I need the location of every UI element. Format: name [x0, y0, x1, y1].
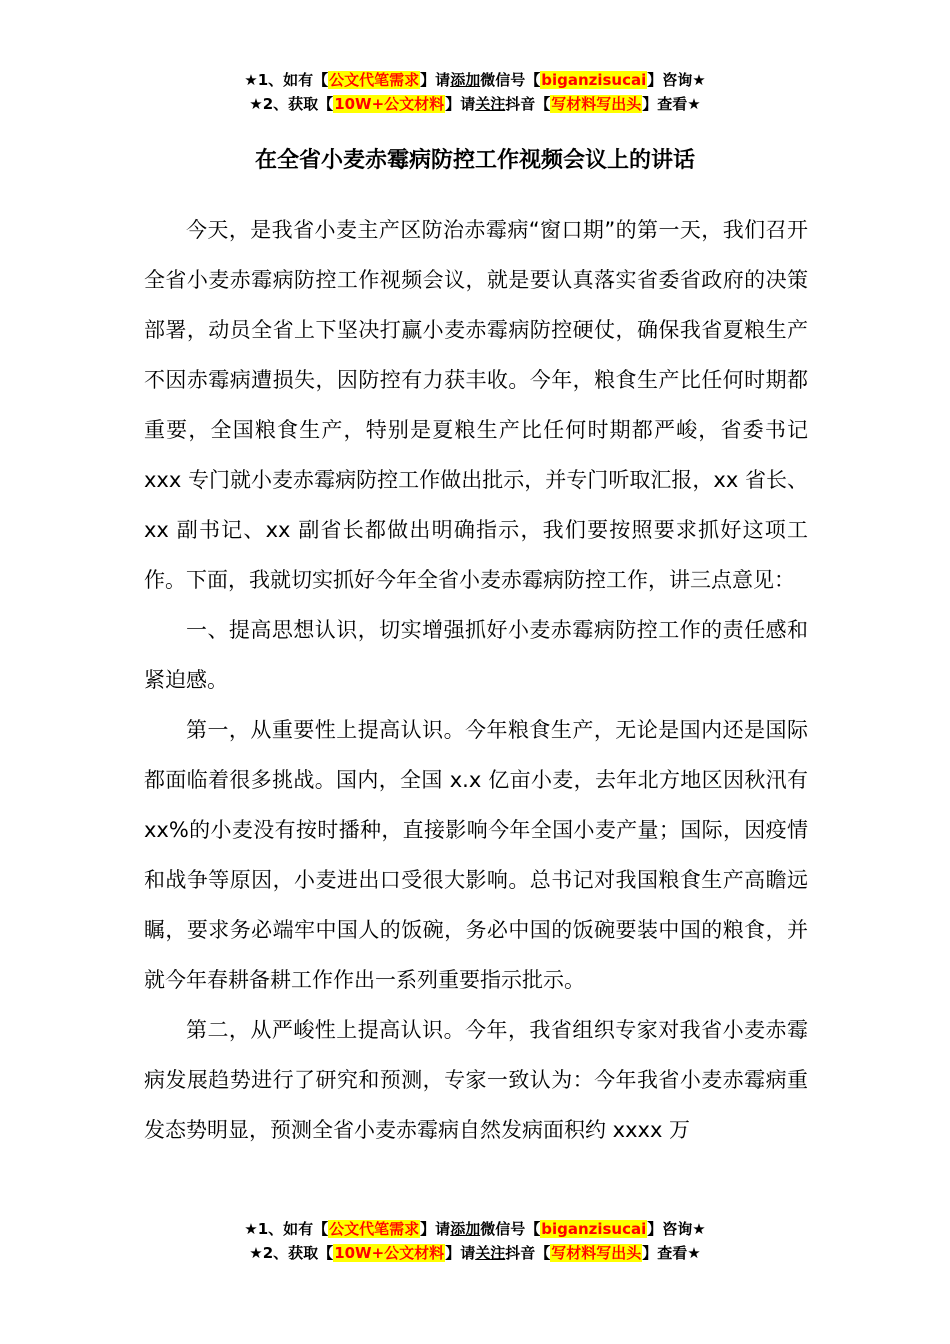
banner-highlight-douyin: 写材料写出头: [551, 95, 642, 113]
banner-text: 微信号【: [480, 1220, 541, 1238]
document-body: [144, 205, 808, 1155]
footer-banner: [0, 1217, 950, 1265]
banner-line-1: [0, 1217, 950, 1241]
banner-underlined-text: 关注: [475, 95, 506, 113]
banner-highlight: 公文代笔需求: [329, 1220, 420, 1238]
banner-text: 】咨询★: [647, 1220, 706, 1238]
banner-highlight-douyin: 写材料写出头: [551, 1244, 642, 1262]
banner-text: 】请: [420, 71, 451, 89]
banner-text: 抖音【: [505, 1244, 551, 1262]
banner-line-2: [0, 1241, 950, 1265]
banner-text: 】请: [445, 95, 476, 113]
banner-line-1: [0, 68, 950, 92]
banner-text: 】查看★: [642, 95, 701, 113]
banner-text: 微信号【: [480, 71, 541, 89]
banner-text: ★2、获取【: [249, 95, 334, 113]
paragraph-section-heading: 一、提高思想认识，切实增强抓好小麦赤霉病防控工作的责任感和紧迫感。: [144, 618, 808, 692]
banner-line-2: [0, 92, 950, 116]
banner-underlined-text: 关注: [475, 1244, 506, 1262]
banner-highlight-wechat-id: biganzisucai: [541, 1220, 647, 1238]
banner-text: 】请: [445, 1244, 476, 1262]
banner-highlight-wechat-id: biganzisucai: [541, 71, 647, 89]
banner-text: ★1、如有【: [244, 71, 329, 89]
banner-underlined-text: 添加: [450, 1220, 481, 1238]
banner-text: ★1、如有【: [244, 1220, 329, 1238]
banner-text: 】查看★: [642, 1244, 701, 1262]
document-title: 在全省小麦赤霉病防控工作视频会议上的讲话: [254, 148, 695, 173]
paragraph-point-2: 第二，从严峻性上提高认识。今年，我省组织专家对我省小麦赤霉病发展趋势进行了研究和预测，专家一致认为：今年我省小麦赤霉病重发态势明显，预测全省小麦赤霉病自然发病面积约 xxxx 万: [144, 1018, 808, 1142]
banner-highlight: 公文代笔需求: [329, 71, 420, 89]
banner-text: ★2、获取【: [249, 1244, 334, 1262]
banner-highlight: 10W+公文材料: [334, 1244, 445, 1262]
banner-underlined-text: 添加: [450, 71, 481, 89]
banner-text: 】咨询★: [647, 71, 706, 89]
header-banner: [0, 68, 950, 116]
paragraph-point-1: 第一，从重要性上提高认识。今年粮食生产，无论是国内还是国际都面临着很多挑战。国内，全国 x.x 亿亩小麦，去年北方地区因秋汛有 xx%的小麦没有按时播种，直接影响今年全国小麦产量；国际，因疫情和战争等原因，小麦进出口受很大影响。总书记对我国粮食生产高瞻远瞩，要求务必端牢中国人的饭碗，务必中国的饭碗要装中国的粮食，并就今年春耕备耕工作作出一系列重要指示批示。: [144, 718, 808, 992]
banner-highlight: 10W+公文材料: [334, 95, 445, 113]
banner-text: 】请: [420, 1220, 451, 1238]
paragraph-intro: 今天，是我省小麦主产区防治赤霉病“窗口期”的第一天，我们召开全省小麦赤霉病防控工作视频会议，就是要认真落实省委省政府的决策部署，动员全省上下坚决打赢小麦赤霉病防控硬仗，确保我省夏粮生产不因赤霉病遭损失，因防控有力获丰收。今年，粮食生产比任何时期都重要，全国粮食生产，特别是夏粮生产比任何时期都严峻，省委书记 xxx 专门就小麦赤霉病防控工作做出批示，并专门听取汇报，xx 省长、xx 副书记、xx 副省长都做出明确指示，我们要按照要求抓好这项工作。下面，我就切实抓好今年全省小麦赤霉病防控工作，讲三点意见：: [144, 218, 808, 592]
banner-text: 抖音【: [505, 95, 551, 113]
